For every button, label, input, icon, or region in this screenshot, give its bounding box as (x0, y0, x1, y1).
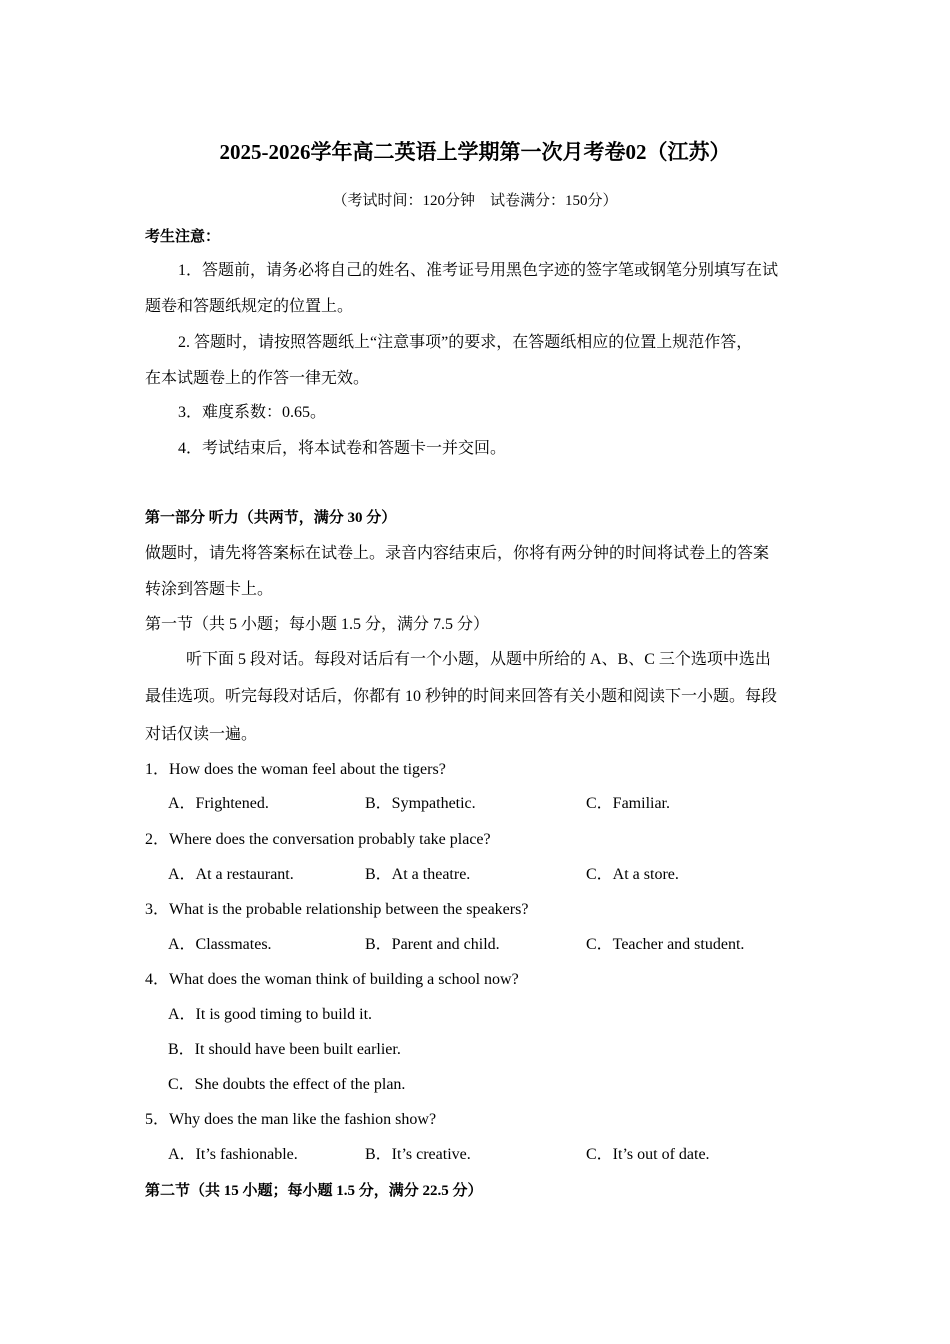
part1-intro-line-2: 转涂到答题卡上。 (145, 581, 274, 598)
question-4-option-c: C．She doubts the effect of the plan. (168, 1076, 406, 1093)
question-2-stem: 2．Where does the conversation probably take place? (145, 831, 491, 848)
question-1-option-a: A．Frightened. (168, 795, 269, 812)
section1-instructions-line-2: 最佳选项。听完每段对话后，你都有 10 秒钟的时间来回答有关小题和阅读下一小题。每段 (145, 688, 778, 705)
notice-item-4: 4．考试结束后，将本试卷和答题卡一并交回。 (178, 440, 507, 457)
notice-item-3: 3．难度系数：0.65。 (178, 404, 327, 421)
question-3-option-b: B．Parent and child. (365, 936, 500, 953)
page-title: 2025-2026学年高二英语上学期第一次月考卷02（江苏） (219, 140, 731, 164)
section1-heading: 第一节（共 5 小题；每小题 1.5 分，满分 7.5 分） (145, 616, 490, 633)
exam-info: （考试时间：120分钟 试卷满分：150分） (332, 193, 618, 209)
section2-heading: 第二节（共 15 小题；每小题 1.5 分，满分 22.5 分） (145, 1183, 483, 1199)
question-4-stem: 4．What does the woman think of building a school now? (145, 971, 519, 988)
notice-item-1-line-2: 题卷和答题纸规定的位置上。 (145, 298, 354, 315)
section1-instructions-line-1: 听下面 5 段对话。每段对话后有一个小题，从题中所给的 A、B、C 三个选项中选出 (186, 651, 771, 668)
notice-item-1-line-1: 1．答题前，请务必将自己的姓名、准考证号用黑色字迹的签字笔或钢笔分别填写在试 (178, 262, 779, 279)
notice-item-2-line-2: 在本试题卷上的作答一律无效。 (145, 370, 370, 387)
question-4-option-b: B．It should have been built earlier. (168, 1041, 401, 1058)
notice-heading: 考生注意： (145, 229, 221, 245)
question-1-option-b: B．Sympathetic. (365, 795, 476, 812)
question-2-option-c: C．At a store. (586, 866, 679, 883)
question-1-stem: 1．How does the woman feel about the tigers? (145, 761, 446, 778)
question-5-option-b: B．It’s creative. (365, 1146, 471, 1163)
section1-instructions-line-3: 对话仅读一遍。 (145, 726, 258, 743)
part1-intro-line-1: 做题时，请先将答案标在试卷上。录音内容结束后，你将有两分钟的时间将试卷上的答案 (145, 545, 770, 562)
question-5-stem: 5．Why does the man like the fashion show? (145, 1111, 437, 1128)
question-5-option-c: C．It’s out of date. (586, 1146, 710, 1163)
notice-item-2-line-1: 2. 答题时，请按照答题纸上“注意事项”的要求，在答题纸相应的位置上规范作答， (178, 334, 753, 351)
question-2-option-a: A．At a restaurant. (168, 866, 294, 883)
question-5-option-a: A．It’s fashionable. (168, 1146, 298, 1163)
question-4-option-a: A．It is good timing to build it. (168, 1006, 373, 1023)
part1-heading: 第一部分 听力（共两节，满分 30 分） (145, 510, 397, 526)
question-3-option-a: A．Classmates. (168, 936, 272, 953)
question-3-stem: 3．What is the probable relationship between the speakers? (145, 901, 529, 918)
question-2-option-b: B．At a theatre. (365, 866, 471, 883)
question-3-option-c: C．Teacher and student. (586, 936, 745, 953)
question-1-option-c: C．Familiar. (586, 795, 671, 812)
